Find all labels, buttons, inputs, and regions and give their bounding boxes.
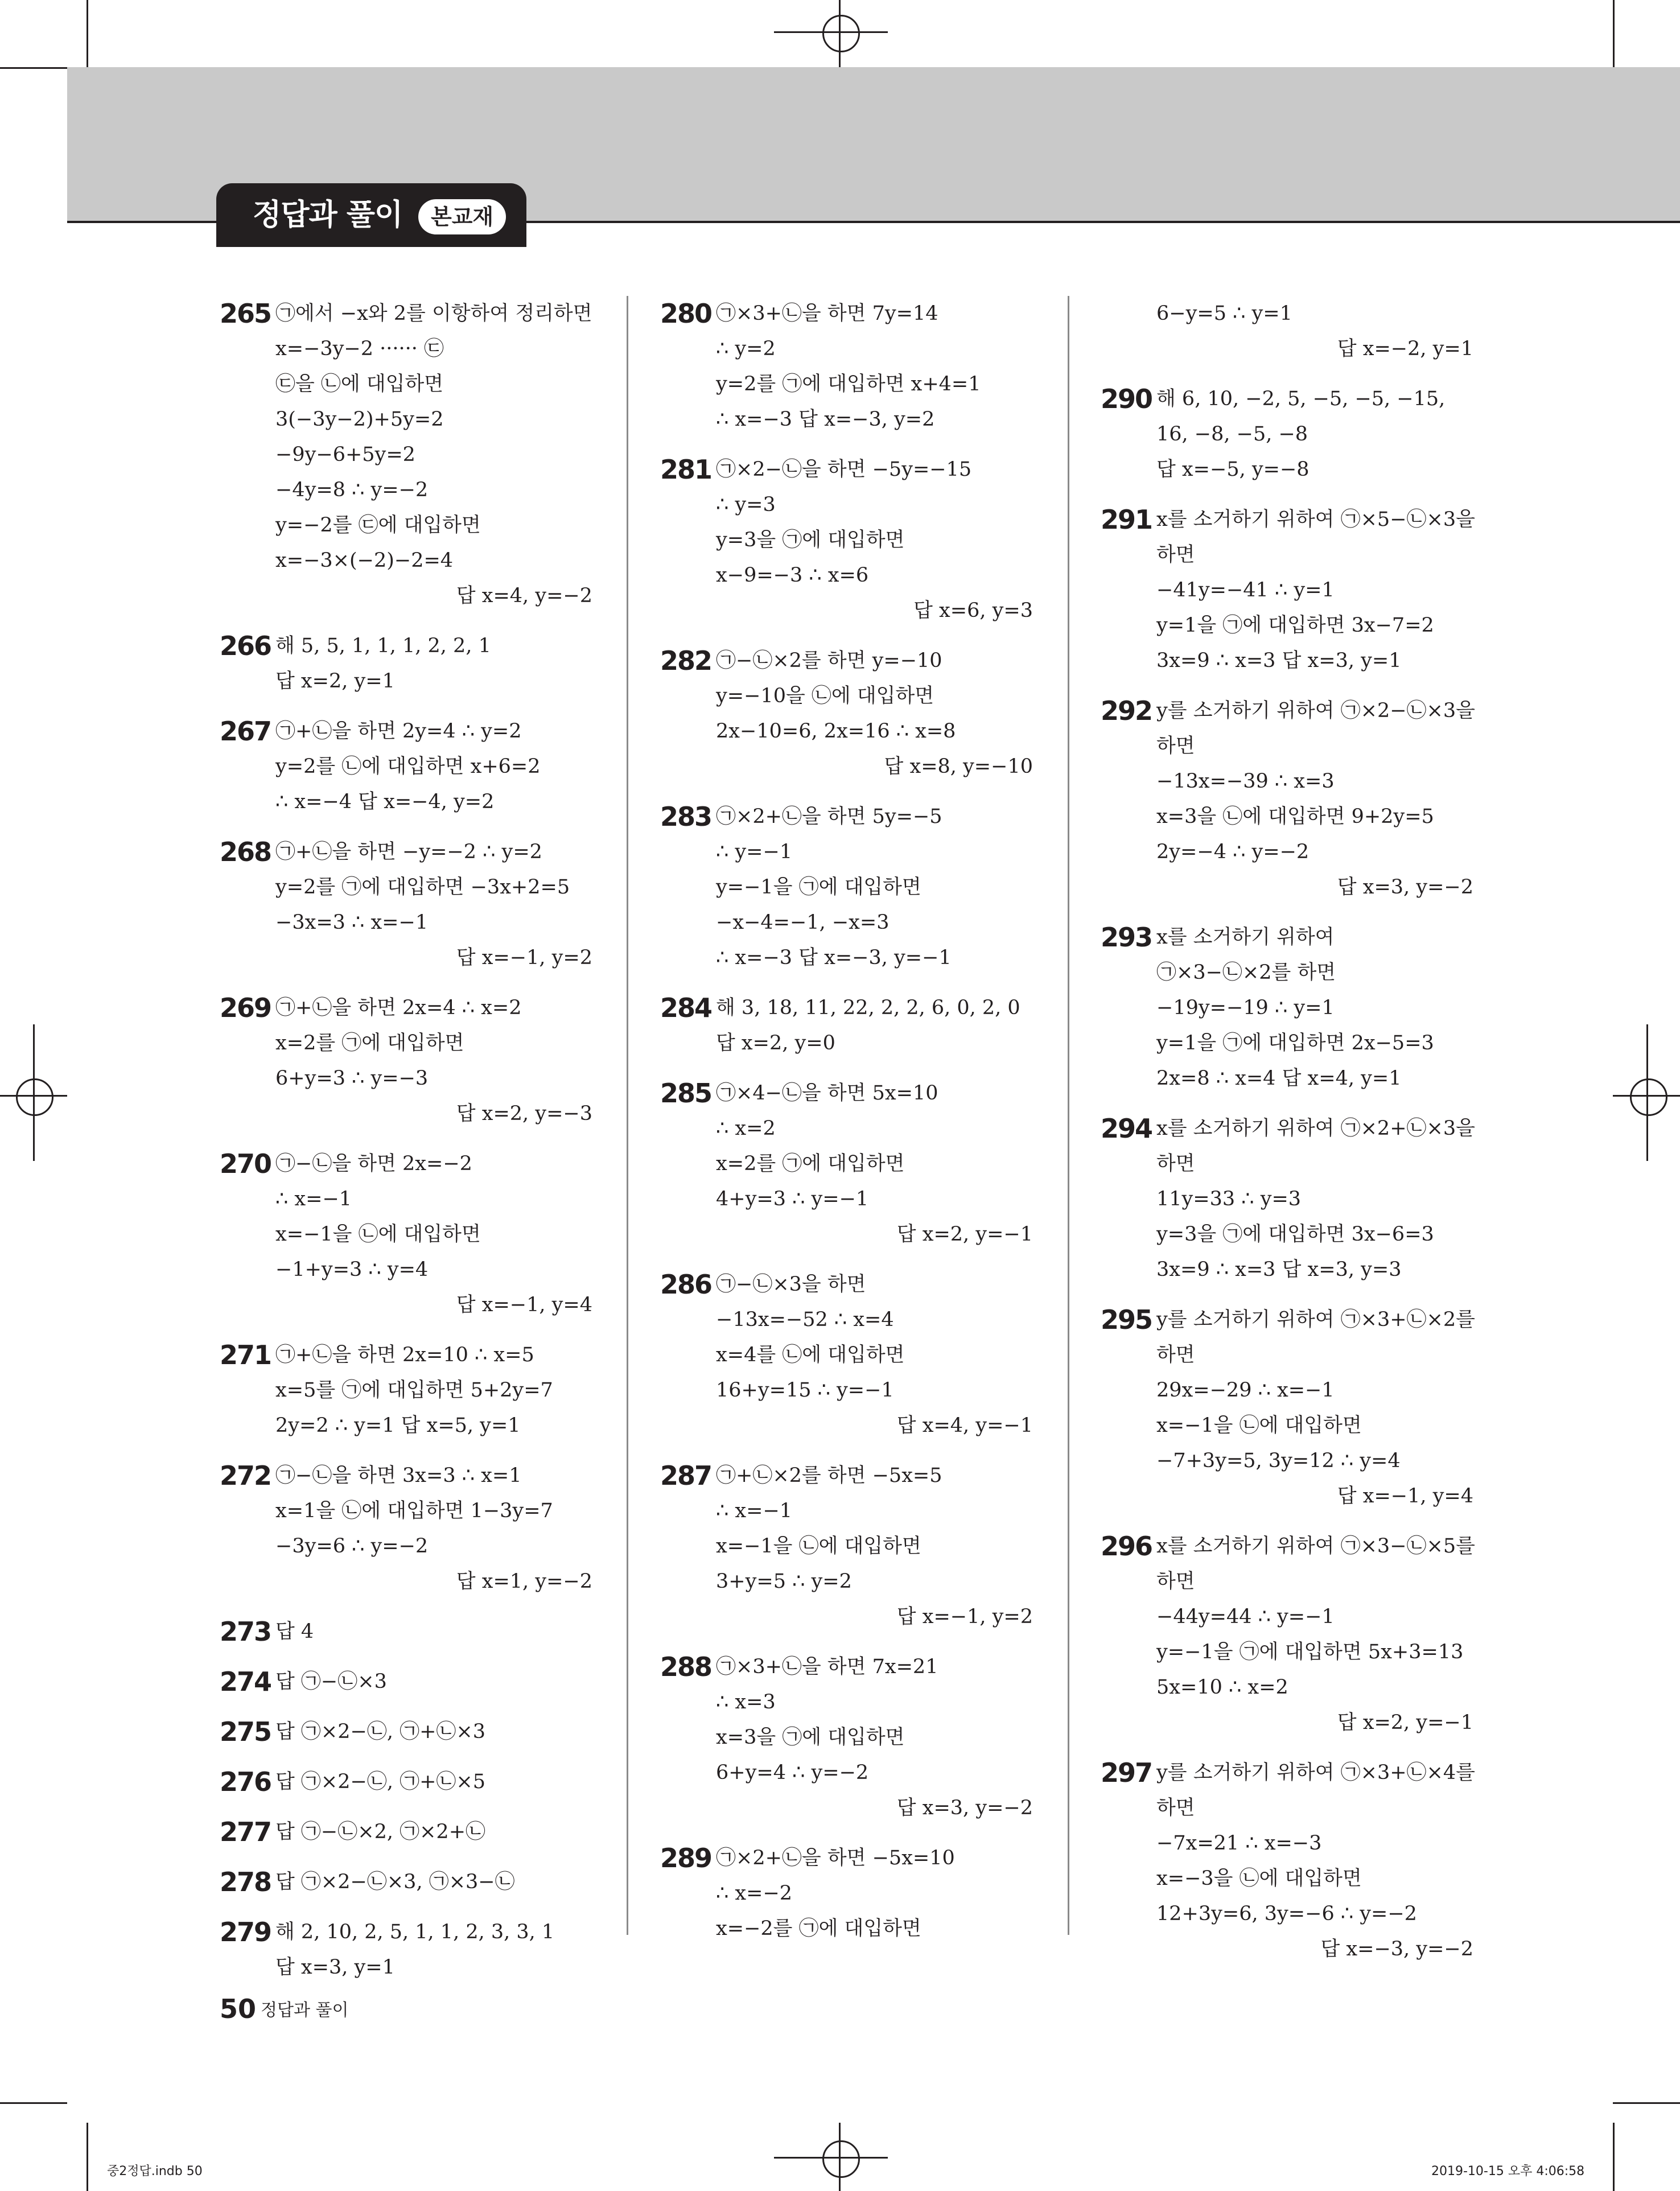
solution-line: 2y=−4 ∴ y=−2 <box>1156 841 1310 863</box>
solution-line: 3+y=5 ∴ y=2 <box>716 1570 852 1593</box>
problem-number: 272 <box>220 1460 271 1491</box>
crop-mark <box>0 67 67 69</box>
solution-line: x=−1을 ㉡에 대입하면 <box>275 1223 481 1246</box>
solution-line: ㉠×2+㉡을 하면 −5x=10 <box>716 1847 955 1869</box>
continued-solution <box>1156 296 1473 366</box>
problem-item <box>660 1267 1033 1443</box>
solution-line: −41y=−41 ∴ y=1 <box>1156 579 1335 602</box>
problem-item <box>1101 1529 1473 1740</box>
solution-line: −3y=6 ∴ y=−2 <box>275 1535 429 1558</box>
problem-number: 282 <box>660 645 712 676</box>
problem-item <box>220 1146 592 1323</box>
problem-item <box>660 1076 1033 1252</box>
solution-line: 12+3y=6, 3y=−6 ∴ y=−2 <box>1156 1902 1417 1925</box>
solution-line: ㉠×2−㉡을 하면 −5y=−15 <box>716 458 972 481</box>
solution-line: ㉠−㉡×2를 하면 y=−10 <box>716 649 942 672</box>
solution-line: ㉠×3−㉡×2를 하면 <box>1156 961 1336 984</box>
problem-number: 276 <box>220 1766 271 1797</box>
solution-line: −13x=−39 ∴ x=3 <box>1156 770 1335 793</box>
problem-item <box>220 1814 592 1850</box>
answer-line: 답 x=1, y=−2 <box>456 1570 592 1593</box>
solution-line: 2y=2 ∴ y=1 답 x=5, y=1 <box>275 1414 521 1437</box>
problem-item <box>1101 502 1473 678</box>
solution-line: 16, −8, −5, −8 <box>1156 423 1308 446</box>
problem-item <box>660 799 1033 975</box>
answer-line: 답 x=4, y=−2 <box>456 584 592 607</box>
solution-line: x=−2를 ㉠에 대입하면 <box>716 1917 921 1940</box>
solution-line: y를 소거하기 위하여 ㉠×3+㉡×4를 <box>1156 1761 1475 1784</box>
answer-line: 답 x=4, y=−1 <box>896 1414 1033 1437</box>
solution-line: y를 소거하기 위하여 ㉠×3+㉡×2를 <box>1156 1308 1475 1331</box>
crop-mark <box>1613 2102 1680 2104</box>
solution-line: 16+y=15 ∴ y=−1 <box>716 1379 894 1402</box>
problem-number: 289 <box>660 1843 712 1873</box>
problem-item <box>220 714 592 819</box>
solution-line: x=−3y−2 ······ ㉢ <box>275 337 444 360</box>
solution-line: ㉠×4−㉡을 하면 5x=10 <box>716 1082 938 1105</box>
answer-line: 답 x=−1, y=4 <box>456 1294 592 1316</box>
textbook-badge: 본교재 <box>418 199 506 234</box>
problem-item <box>660 452 1033 628</box>
problem-item <box>1101 381 1473 487</box>
crop-mark <box>1613 2123 1615 2191</box>
solution-line: 하면 <box>1156 1797 1195 1819</box>
solution-line: 해 2, 10, 2, 5, 1, 1, 2, 3, 3, 1 <box>275 1921 555 1943</box>
problem-item <box>1101 1755 1473 1967</box>
solution-line: 답 x=−5, y=−8 <box>1156 458 1310 481</box>
solution-line: ㉠−㉡을 하면 3x=3 ∴ x=1 <box>275 1464 522 1487</box>
solution-line: −7+3y=5, 3y=12 ∴ y=4 <box>1156 1449 1401 1472</box>
problem-item <box>220 1614 592 1649</box>
problem-item <box>220 1764 592 1799</box>
problem-item <box>660 1458 1033 1634</box>
problem-item <box>1101 693 1473 905</box>
problem-number: 288 <box>660 1652 712 1682</box>
solution-line: 2x−10=6, 2x=16 ∴ x=8 <box>716 720 956 743</box>
solution-line: 답 ㉠×2−㉡, ㉠+㉡×3 <box>275 1720 486 1743</box>
page-number: 50 <box>220 1994 257 2024</box>
solution-line: x를 소거하기 위하여 ㉠×5−㉡×3을 <box>1156 508 1475 531</box>
solution-line: −44y=44 ∴ y=−1 <box>1156 1605 1335 1628</box>
solution-line: x=3을 ㉠에 대입하면 <box>716 1726 905 1749</box>
solution-line: x=−1을 ㉡에 대입하면 <box>1156 1414 1362 1437</box>
solution-line: 6−y=5 ∴ y=1 <box>1156 302 1292 325</box>
problem-number: 266 <box>220 631 271 661</box>
answer-column-3 <box>1101 296 1473 1982</box>
problem-number: 284 <box>660 992 712 1023</box>
solution-line: y=3을 ㉠에 대입하면 3x−6=3 <box>1156 1223 1434 1246</box>
problem-number: 290 <box>1101 384 1152 414</box>
solution-line: y=−1을 ㉠에 대입하면 5x+3=13 <box>1156 1641 1464 1663</box>
solution-line: 답 x=3, y=1 <box>275 1956 395 1979</box>
solution-line: ∴ x=−4 답 x=−4, y=2 <box>275 790 495 813</box>
solution-line: −3x=3 ∴ x=−1 <box>275 911 429 934</box>
solution-line: ㉠에서 −x와 2를 이항하여 정리하면 <box>275 302 592 325</box>
solution-line: 답 ㉠×2−㉡, ㉠+㉡×5 <box>275 1770 486 1793</box>
solution-line: 5x=10 ∴ x=2 <box>1156 1676 1288 1699</box>
solution-line: 3x=9 ∴ x=3 답 x=3, y=1 <box>1156 649 1402 672</box>
problem-item <box>660 1649 1033 1826</box>
problem-number: 287 <box>660 1460 712 1491</box>
problem-number: 280 <box>660 298 712 329</box>
solution-line: ∴ x=−3 답 x=−3, y=2 <box>716 408 935 431</box>
answer-column-2 <box>660 296 1033 1961</box>
problem-number: 283 <box>660 801 712 832</box>
problem-number: 274 <box>220 1666 271 1697</box>
problem-item <box>1101 920 1473 1096</box>
problem-number: 273 <box>220 1616 271 1647</box>
answer-line: 답 x=3, y=−2 <box>1337 876 1473 899</box>
problem-number: 271 <box>220 1340 271 1370</box>
solution-line: −x−4=−1, −x=3 <box>716 911 890 934</box>
solution-line: ∴ x=−1 <box>275 1188 352 1210</box>
solution-line: 답 ㉠−㉡×3 <box>275 1670 387 1693</box>
answer-line: 답 x=3, y=−2 <box>896 1797 1033 1819</box>
problem-item <box>220 990 592 1131</box>
solution-line: y=2를 ㉠에 대입하면 x+4=1 <box>716 373 981 396</box>
solution-line: y=2를 ㉠에 대입하면 −3x+2=5 <box>275 876 570 899</box>
solution-line: y=3을 ㉠에 대입하면 <box>716 529 905 551</box>
solution-line: 하면 <box>1156 735 1195 757</box>
problem-number: 270 <box>220 1148 271 1179</box>
solution-line: 2x=8 ∴ x=4 답 x=4, y=1 <box>1156 1067 1402 1090</box>
problem-number: 269 <box>220 992 271 1023</box>
solution-line: 11y=33 ∴ y=3 <box>1156 1188 1302 1210</box>
solution-line: x=5를 ㉠에 대입하면 5+2y=7 <box>275 1379 553 1402</box>
crop-mark <box>87 0 88 67</box>
problem-number: 279 <box>220 1917 271 1947</box>
solution-line: x=2를 ㉠에 대입하면 <box>275 1032 464 1055</box>
solution-line: x−9=−3 ∴ x=6 <box>716 564 869 587</box>
solution-line: −19y=−19 ∴ y=1 <box>1156 996 1335 1019</box>
solution-line: 답 4 <box>275 1620 314 1643</box>
solution-line: 답 x=2, y=0 <box>716 1032 835 1055</box>
solution-line: 답 x=2, y=1 <box>275 670 395 693</box>
problem-number: 294 <box>1101 1113 1152 1144</box>
problem-item <box>220 628 592 699</box>
solution-line: 해 5, 5, 1, 1, 1, 2, 2, 1 <box>275 635 491 657</box>
problem-item <box>220 1714 592 1749</box>
answer-column-1 <box>220 296 592 2000</box>
solution-line: y=2를 ㉡에 대입하면 x+6=2 <box>275 755 541 778</box>
solution-line: −4y=8 ∴ y=−2 <box>275 479 429 501</box>
solution-line: ㉠+㉡을 하면 −y=−2 ∴ y=2 <box>275 841 542 863</box>
solution-line: x를 소거하기 위하여 ㉠×2+㉡×3을 <box>1156 1117 1475 1140</box>
solution-line: ∴ x=−2 <box>716 1882 793 1905</box>
answer-line: 답 x=−3, y=−2 <box>1320 1938 1473 1961</box>
solution-line: −9y−6+5y=2 <box>275 443 415 466</box>
answer-line: 답 x=2, y=−1 <box>1337 1711 1473 1734</box>
problem-item <box>220 1458 592 1599</box>
solution-line: 답 ㉠−㉡×2, ㉠×2+㉡ <box>275 1821 486 1843</box>
problem-number: 285 <box>660 1078 712 1109</box>
solution-line: 하면 <box>1156 1152 1195 1175</box>
solution-line: x=1을 ㉡에 대입하면 1−3y=7 <box>275 1500 553 1522</box>
solution-line: x=−3×(−2)−2=4 <box>275 549 454 572</box>
problem-item <box>660 296 1033 437</box>
problem-item <box>220 1664 592 1699</box>
problem-item <box>220 1914 592 1985</box>
solution-line: ∴ x=2 <box>716 1117 776 1140</box>
solution-line: −7x=21 ∴ x=−3 <box>1156 1832 1322 1855</box>
solution-line: x=−3을 ㉡에 대입하면 <box>1156 1867 1362 1890</box>
answer-line: 답 x=2, y=−3 <box>456 1102 592 1125</box>
footer-label: 정답과 풀이 <box>261 2000 349 2020</box>
solution-line: 해 3, 18, 11, 22, 2, 2, 6, 0, 2, 0 <box>716 996 1020 1019</box>
crop-mark <box>87 2123 88 2191</box>
problem-item <box>220 834 592 975</box>
solution-line: x=4를 ㉡에 대입하면 <box>716 1344 905 1366</box>
solution-line: 29x=−29 ∴ x=−1 <box>1156 1379 1335 1402</box>
solution-line: ㉠−㉡을 하면 2x=−2 <box>275 1152 472 1175</box>
solution-line: 답 ㉠×2−㉡×3, ㉠×3−㉡ <box>275 1871 515 1893</box>
answer-line: 답 x=−2, y=1 <box>1337 337 1473 360</box>
crop-mark <box>0 2102 67 2104</box>
solution-line: ㉠×3+㉡을 하면 7x=21 <box>716 1655 938 1678</box>
solution-line: ㉠+㉡을 하면 2x=10 ∴ x=5 <box>275 1344 534 1366</box>
solution-line: 3x=9 ∴ x=3 답 x=3, y=3 <box>1156 1258 1402 1281</box>
crop-mark <box>1613 0 1615 67</box>
problem-number: 268 <box>220 837 271 867</box>
solution-line: y=1을 ㉠에 대입하면 3x−7=2 <box>1156 614 1434 637</box>
solution-line: −13x=−52 ∴ x=4 <box>716 1308 894 1331</box>
solution-line: ㉠×3+㉡을 하면 7y=14 <box>716 302 938 325</box>
solution-line: ∴ y=3 <box>716 493 776 516</box>
solution-line: ㉠−㉡×3을 하면 <box>716 1273 866 1296</box>
column-divider <box>1068 296 1069 1935</box>
problem-number: 265 <box>220 298 271 329</box>
solution-line: x=3을 ㉡에 대입하면 9+2y=5 <box>1156 805 1434 828</box>
answer-line: 답 x=6, y=3 <box>913 599 1033 622</box>
solution-line: x=2를 ㉠에 대입하면 <box>716 1152 905 1175</box>
problem-number: 281 <box>660 454 712 485</box>
solution-line: ∴ y=2 <box>716 337 776 360</box>
problem-number: 278 <box>220 1867 271 1897</box>
solution-line: −1+y=3 ∴ y=4 <box>275 1258 429 1281</box>
solution-line: ㉠×2+㉡을 하면 5y=−5 <box>716 805 942 828</box>
solution-line: x=−1을 ㉡에 대입하면 <box>716 1535 921 1558</box>
problem-number: 286 <box>660 1269 712 1300</box>
solution-line: 3(−3y−2)+5y=2 <box>275 408 444 431</box>
problem-number: 296 <box>1101 1531 1152 1562</box>
solution-line: 하면 <box>1156 543 1195 566</box>
problem-item <box>660 1840 1033 1946</box>
answer-line: 답 x=−1, y=4 <box>1337 1485 1473 1508</box>
problem-item <box>220 1337 592 1443</box>
page-title: 정답과 풀이 <box>253 198 403 232</box>
solution-line: 6+y=3 ∴ y=−3 <box>275 1067 429 1090</box>
solution-line: ㉠+㉡을 하면 2x=4 ∴ x=2 <box>275 996 522 1019</box>
solution-line: 6+y=4 ∴ y=−2 <box>716 1761 869 1784</box>
solution-line: ∴ x=−1 <box>716 1500 793 1522</box>
answer-line: 답 x=−1, y=2 <box>896 1605 1033 1628</box>
solution-line: 하면 <box>1156 1344 1195 1366</box>
slug-timestamp: 2019-10-15 오후 4:06:58 <box>1431 2164 1585 2178</box>
solution-line: 하면 <box>1156 1570 1195 1593</box>
problem-item <box>220 1864 592 1900</box>
problem-number: 293 <box>1101 922 1152 953</box>
answer-line: 답 x=−1, y=2 <box>456 946 592 969</box>
problem-number: 295 <box>1101 1304 1152 1335</box>
solution-line: 해 6, 10, −2, 5, −5, −5, −15, <box>1156 388 1446 410</box>
solution-line: y=−10을 ㉡에 대입하면 <box>716 685 934 707</box>
problem-number: 267 <box>220 716 271 747</box>
solution-line: 4+y=3 ∴ y=−1 <box>716 1188 869 1210</box>
problem-item <box>220 296 592 613</box>
problem-item <box>1101 1302 1473 1514</box>
problem-item <box>660 990 1033 1061</box>
problem-number: 275 <box>220 1716 271 1747</box>
answer-line: 답 x=8, y=−10 <box>884 755 1033 778</box>
solution-line: y=1을 ㉠에 대입하면 2x−5=3 <box>1156 1032 1434 1055</box>
problem-item <box>1101 1111 1473 1287</box>
solution-line: ㉢을 ㉡에 대입하면 <box>275 373 444 396</box>
solution-line: y=−1을 ㉠에 대입하면 <box>716 876 921 899</box>
solution-line: ㉠+㉡을 하면 2y=4 ∴ y=2 <box>275 720 522 743</box>
solution-line: y를 소거하기 위하여 ㉠×2−㉡×3을 <box>1156 699 1475 722</box>
solution-line: ∴ y=−1 <box>716 841 793 863</box>
problem-item <box>660 643 1033 784</box>
solution-line: y=−2를 ㉢에 대입하면 <box>275 514 481 537</box>
problem-number: 277 <box>220 1817 271 1847</box>
solution-line: x를 소거하기 위하여 ㉠×3−㉡×5를 <box>1156 1535 1475 1558</box>
problem-number: 297 <box>1101 1757 1152 1788</box>
answer-line: 답 x=2, y=−1 <box>896 1223 1033 1246</box>
problem-number: 291 <box>1101 504 1152 535</box>
solution-line: ㉠+㉡×2를 하면 −5x=5 <box>716 1464 942 1487</box>
slug-file: 중2정답.indb 50 <box>107 2164 203 2178</box>
solution-line: ∴ x=3 <box>716 1691 776 1714</box>
column-divider <box>627 296 628 1935</box>
problem-number: 292 <box>1101 695 1152 726</box>
solution-line: x를 소거하기 위하여 <box>1156 926 1335 949</box>
solution-line: ∴ x=−3 답 x=−3, y=−1 <box>716 946 952 969</box>
